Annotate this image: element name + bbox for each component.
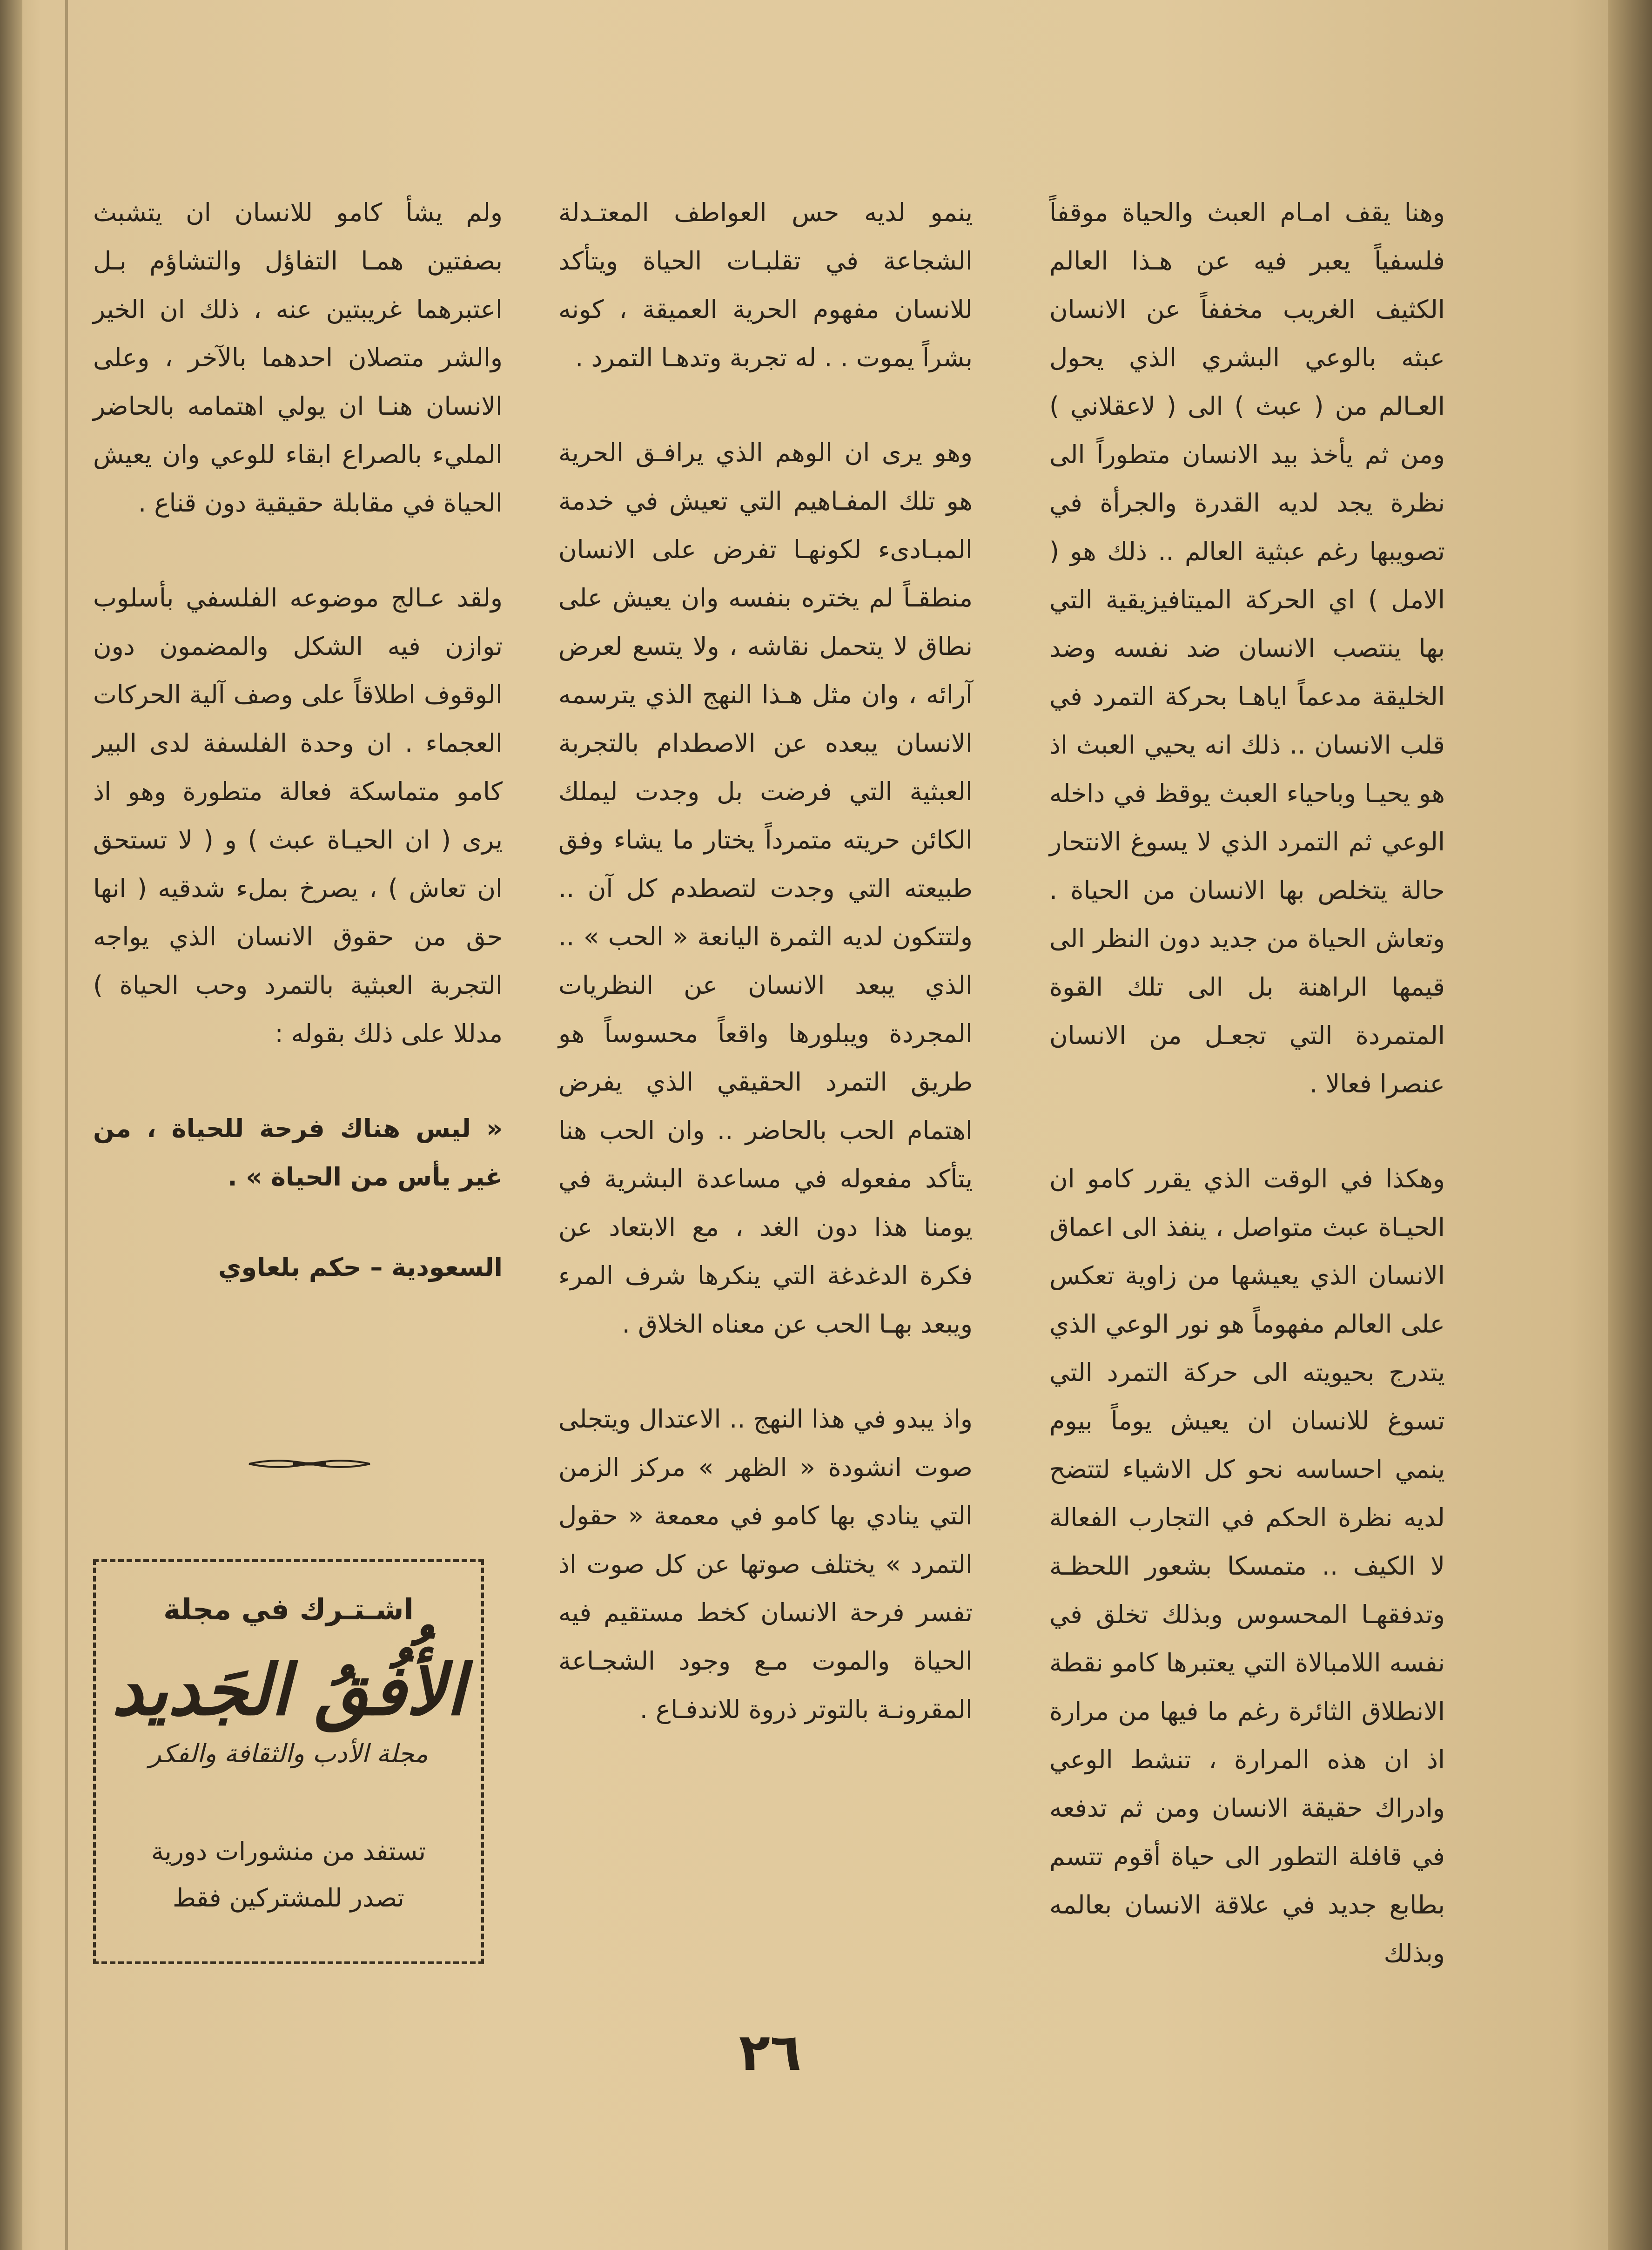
page-number: ٢٦	[739, 2022, 802, 2082]
ornament-divider	[247, 1455, 372, 1473]
paragraph: ولم يشأ كامو للانسان ان يتشبث بصفتين همـا التفاؤل والتشاؤم بـل اعتبرهما غريبتين عنه ، ذلك ان الخير والشر متصلان احدهما بالآخر ، وعلى الانسان هنـا ان يولي اهتمامه بالحاضر المليء بالصراع ابقاء للوعي وان يعيش الحياة في مقابلة حقيقية دون قناع .	[93, 198, 503, 518]
binding-line	[65, 0, 68, 2250]
author-signature: السعودية – حكم بلعاوي	[218, 1253, 503, 1282]
ad-heading: اشـتـرك في مجلة	[163, 1592, 414, 1626]
article-column-middle	[558, 189, 973, 1780]
article-column-left	[93, 189, 503, 1292]
paragraph: ولقد عـالج موضوعه الفلسفي بأسلوب توازن فيه الشكل والمضمون دون الوقوف اطلاقاً على وصف آلية الحركات العجماء . ان وحدة الفلسفة لدى البير كامو متماسكة فعالة متطورة وهو اذ يرى ( ان الحيـاة عبث ) و ( لا تستحق ان تعاش ) ، يصرخ بملء شدقيه ( انها حق من حقوق الانسان الذي يواجه التجربة العبثية بالتمرد وحب الحياة ) مدللا على ذلك بقوله :	[93, 583, 503, 1048]
quote: « ليس هناك فرحة للحياة ، من غير يأس من الحياة » .	[93, 1114, 503, 1192]
ad-text: تصدر للمشتركين فقط	[173, 1883, 404, 1913]
ad-text: تستفد من منشورات دورية	[151, 1837, 426, 1866]
article-column-right	[1049, 189, 1445, 2024]
binding-spine	[0, 0, 22, 2250]
paragraph: وهكذا في الوقت الذي يقرر كامو ان الحيـاة عبث متواصل ، ينفذ الى اعماق الانسان الذي يعيشها من زاوية تعكس على العالم مفهوماً هو نور الوعي الذي يتدرج بحيويته الى حركة التمرد التي تسوغ للانسان ان يعيش يوماً بيوم ينمي احساسه نحو كل الاشياء لتتضح لديه نظرة الحكم في التجارب الفعالة لا الكيف .. متمسكا بشعور اللحظـة وتدفقهـا المحسوس وبذلك تخلق في نفسه اللامبالاة التي يعتبرها كامو نقطة الانطلاق الثائرة رغم ما فيها من مرارة اذ ان هذه المرارة ، تنشط الوعي وادراك حقيقة الانسان ومن ثم تدفعه في قافلة التطور الى حياة أقوم تتسم بطابع جديد في علاقة الانسان بعالمه وبذلك	[1049, 1164, 1445, 1968]
paragraph: وهو يرى ان الوهم الذي يرافـق الحرية هو تلك المفـاهيم التي تعيش في خدمة المبـادىء لكونهـا تفرض على الانسان منطقـاً لم يختره بنفسه وان يعيش على نطاق لا يتحمل نقاشه ، ولا يتسع لعرض آرائه ، وان مثل هـذا النهج الذي يترسمه الانسان يبعده عن الاصطدام بالتجربة العبثية التي فرضت بل وجدت ليملك الكائن حريته متمرداً يختار ما يشاء وفق طبيعته التي وجدت لتصطدم كل آن .. ولتتكون لديه الثمرة اليانعة « الحب » .. الذي يبعد الانسان عن النظريات المجردة ويبلورها واقعاً محسوساً هو طريق التمرد الحقيقي الذي يفرض اهتمام الحب بالحاضر .. وان الحب هنا يتأكد مفعوله في مساعدة البشرية في يومنا هذا دون الغد ، مع الابتعاد عن فكرة الدغدغة التي ينكرها شرف المرء ويبعد بهـا الحب عن معناه الخلاق .	[558, 438, 973, 1339]
magazine-logo: الأُفُقُ الجَديد	[112, 1649, 465, 1731]
subscription-ad	[93, 1559, 484, 1964]
paragraph: وهنا يقف امـام العبث والحياة موقفاً فلسفياً يعبر فيه عن هـذا العالم الكثيف الغريب مخففاً عن الانسان عبثه بالوعي البشري الذي يحول العـالم من ( عبث ) الى ( لاعقلاني ) ومن ثم يأخذ بيد الانسان متطوراً الى نظرة يجد لديه القدرة والجرأة في تصويبها رغم عبثية العالم .. ذلك هو ( الامل ) اي الحركة الميتافيزيقية التي بها ينتصب الانسان ضد نفسه وضد الخليقة مدعماً اياهـا بحركة التمرد في قلب الانسان .. ذلك انه يحيي العبث اذ هو يحيـا وباحياء العبث يوقظ في داخله الوعي ثم التمرد الذي لا يسوغ الانتحار حالة يتخلص بها الانسان من الحياة . وتعاش الحياة من جديد دون النظر الى قيمها الراهنة بل الى تلك القوة المتمردة التي تجعـل من الانسان عنصرا فعالا .	[1049, 198, 1445, 1098]
paragraph: واذ يبدو في هذا النهج .. الاعتدال ويتجلى صوت انشودة « الظهر » مركز الزمن التي ينادي بها كامو في معمعة « حقول التمرد » يختلف صوتها عن كل صوت اذ تفسر فرحة الانسان كخط مستقيم فيه الحياة والموت مـع وجود الشجـاعة المقرونـة بالتوتر ذروة للاندفـاع .	[558, 1404, 973, 1724]
page-edge	[1608, 0, 1652, 2250]
magazine-tagline: مجلة الأدب والثقافة والفكر	[149, 1739, 428, 1768]
paragraph: ينمو لديه حس العواطف المعتـدلة الشجاعة في تقلبـات الحياة ويتأكد للانسان مفهوم الحرية العميقة ، كونه بشراً يموت . . له تجربة وتدهـا التمرد .	[558, 198, 973, 372]
